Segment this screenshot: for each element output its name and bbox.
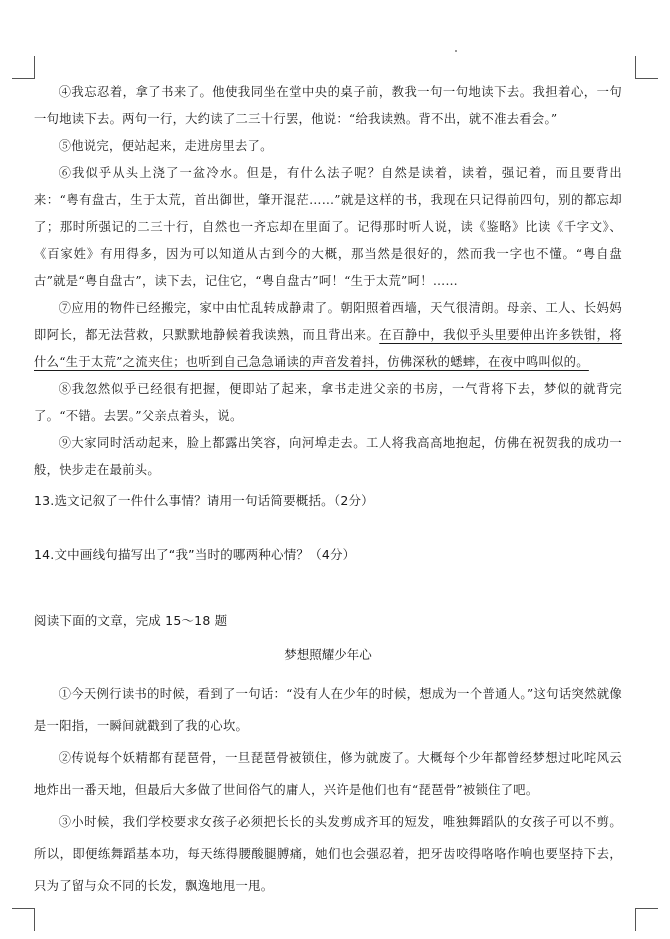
paragraph-text: ⑦应用的物件已经搬完，家中由忙乱转成静肃了。朝阳照着西墙，天气很清朗。母亲、工人、长妈妈即阿长，都无法营救，只默默地静候着我读熟，而且背出来。: [34, 301, 622, 342]
paragraph-text: ⑤他说完，便站起来，走进房里去了。: [58, 139, 273, 153]
paragraph-8: [34, 376, 622, 430]
paragraph-5: [34, 133, 622, 160]
paragraph-text: ⑨大家同时活动起来，脸上都露出笑容，向河埠走去。工人将我高高地抱起，仿佛在祝贺我的成功一般，快步走在最前头。: [34, 436, 622, 477]
article-paragraph-3: ③小时候，我们学校要求女孩子必须把长长的头发剪成齐耳的短发，唯独舞蹈队的女孩子可以不剪。所以，即便练舞蹈基本功，每天练得腰酸腿膊痛，她们也会强忍着，把牙齿咬得咯咯作响也要坚持下去，只为了留与众不同的长发，飘逸地甩一甩。: [34, 815, 622, 893]
paragraph-text: ④我忘忍着，拿了书来了。他使我同坐在堂中央的桌子前，教我一句一句地读下去。我担着心，一句一句地读下去。两句一行，大约读了二三十行罢，他说：“给我读熟。背不出，就不准去看会。”: [34, 85, 622, 126]
speck-mark: [455, 50, 457, 52]
article-paragraph-1: ①今天例行读书的时候，看到了一句话：“没有人在少年的时候，想成为一个普通人。”这句话突然就像是一阳指，一瞬间就戳到了我的心坎。: [34, 687, 622, 733]
underlined-sentence: 在百静中，我似乎头里要伸出许多铁钳，将什么“生于太荒”之流夹住；也听到自己急急诵读的声音发着抖，仿佛深秋的蟋蟀，在夜中鸣叫似的。: [34, 328, 623, 369]
paragraph-text: ⑥我似乎从头上浇了一盆冷水。但是，有什么法子呢？自然是读着，读着，强记着，而且要背出来：“粤有盘古，生于太荒，首出御世，肇开混茫……”就是这样的书，我现在只记得前四句，别的都忘却了；那时所强记的二三十行，自然也一齐忘却在里面了。记得那时听人说，读《鉴略》比读《千字文》、《百家姓》有用得多，因为可以知道从古到今的大概，那当然是很好的，然而我一字也不懂。“粤自盘古”就是“粤自盘古”，读下去，记住它，“粤自盘古”呵！“生于太荒”呵！……: [34, 166, 622, 288]
crop-mark-bottom-left: [12, 908, 35, 931]
question-13: 13.选文记叙了一件什么事情？请用一句话简要概括。（2分）: [34, 493, 374, 508]
paragraph-7: [34, 295, 622, 376]
paragraph-9: [34, 430, 622, 484]
crop-mark-top-right: [635, 56, 658, 79]
page-content: [34, 79, 622, 902]
passage-one: [34, 79, 622, 484]
paragraph-6: [34, 160, 622, 295]
question-14: 14.文中画线句描写出了“我”当时的哪两种心情？（4分）: [34, 547, 356, 562]
paragraph-4: [34, 79, 622, 133]
paragraph-text: ⑧我忽然似乎已经很有把握，便即站了起来，拿书走进父亲的书房，一气背将下去，梦似的就背完了。“不错。去罢。”父亲点着头，说。: [34, 382, 622, 423]
article-paragraph-2: ②传说每个妖精都有琵琶骨，一旦琵琶骨被锁住，修为就废了。大概每个少年都曾经梦想过叱咤风云地炸出一番天地，但最后大多做了世间俗气的庸人，兴许是他们也有“琵琶骨”被锁住了吧。: [34, 751, 622, 797]
crop-mark-top-left: [12, 56, 35, 79]
reading-instruction: 阅读下面的文章，完成 15～18 题: [34, 613, 228, 628]
passage-two: [34, 678, 622, 902]
crop-mark-bottom-right: [635, 908, 658, 931]
article-title: 梦想照耀少年心: [284, 647, 372, 662]
